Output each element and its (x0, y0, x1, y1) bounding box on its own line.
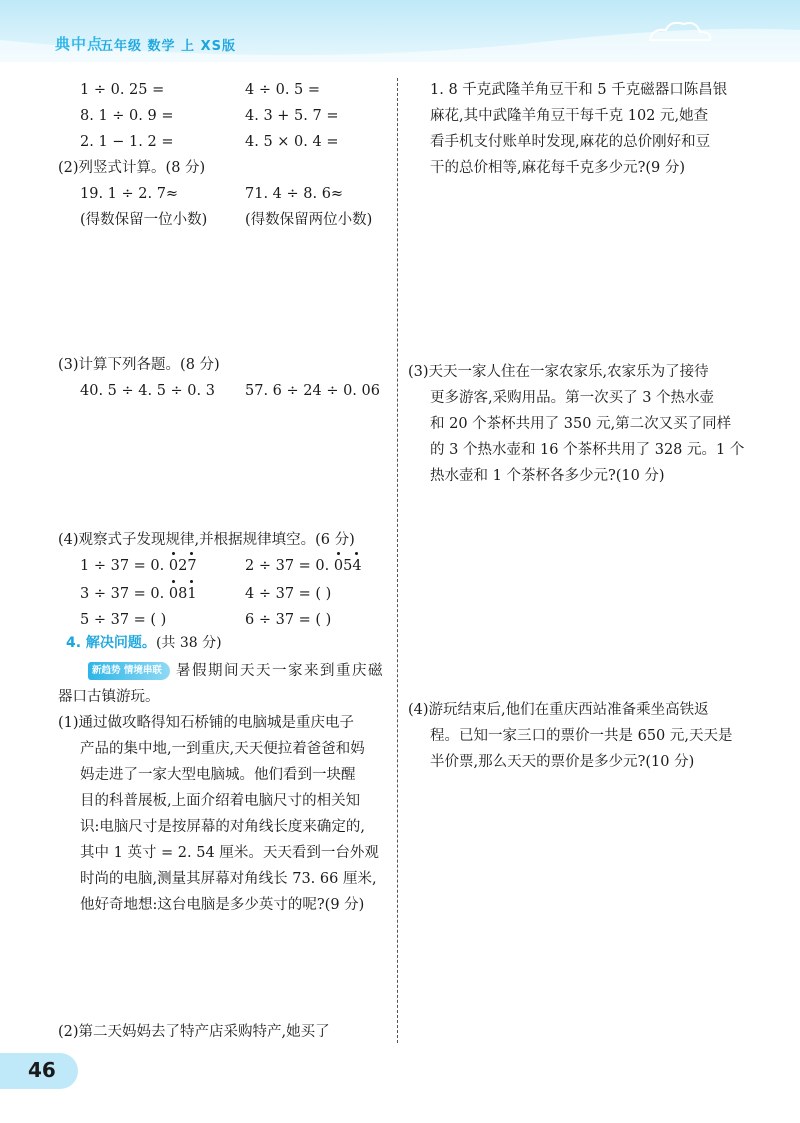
p1-line-8: 他好奇地想:这台电脑是多少英寸的呢?(9 分) (80, 897, 365, 913)
calc-left-1: 1 ÷ 0. 25 = (80, 82, 165, 98)
p2-cont-1: 1. 8 千克武隆羊角豆干和 5 千克磁器口陈昌银 (430, 82, 728, 98)
p3-line-1: (3)天天一家人住在一家农家乐,农家乐为了接待 (408, 364, 709, 380)
q3-title: (3)计算下列各题。(8 分) (58, 357, 220, 373)
q2-title: (2)列竖式计算。(8 分) (58, 160, 206, 176)
calc-left-3: 2. 1 − 1. 2 = (80, 134, 174, 150)
q3-right-expr: 57. 6 ÷ 24 ÷ 0. 06 (245, 383, 380, 399)
p4-line-2: 程。已知一家三口的票价一共是 650 元,天天是 (430, 728, 733, 744)
p4-line-3: 半价票,那么天天的票价是多少元?(10 分) (430, 754, 695, 770)
page-number: 46 (28, 1058, 56, 1082)
q2-left-note: (得数保留一位小数) (80, 212, 208, 228)
p3-line-5: 热水壶和 1 个茶杯各多少元?(10 分) (430, 468, 665, 484)
brand-logo: 典中点 (55, 35, 104, 53)
calc-left-2: 8. 1 ÷ 0. 9 = (80, 108, 174, 124)
p3-line-2: 更多游客,采购用品。第一次买了 3 个热水壶 (430, 390, 715, 406)
p2-cont-4: 干的总价相等,麻花每千克多少元?(9 分) (430, 160, 686, 176)
cloud-icon (640, 18, 720, 48)
q2-left-expr: 19. 1 ÷ 2. 7≈ (80, 186, 179, 202)
calc-right-3: 4. 5 × 0. 4 = (245, 134, 339, 150)
q4-row3-left: 5 ÷ 37 = ( ) (80, 612, 167, 628)
calc-right-2: 4. 3 + 5. 7 = (245, 108, 339, 124)
p4-line-1: (4)游玩结束后,他们在重庆西站准备乘坐高铁返 (408, 702, 709, 718)
p1-line-2: 产品的集中地,一到重庆,天天便拉着爸爸和妈 (80, 741, 365, 757)
p2-cont-2: 麻花,其中武隆羊角豆干每千克 102 元,她查 (430, 108, 709, 124)
q4-row3-right: 6 ÷ 37 = ( ) (245, 612, 332, 628)
p1-line-3: 妈走进了一家大型电脑城。他们看到一块醒 (80, 767, 356, 783)
book-title: 五年级 数学 上 XS版 (100, 39, 236, 54)
column-divider (397, 78, 398, 1043)
q2-right-note: (得数保留两位小数) (245, 212, 373, 228)
q3-left-expr: 40. 5 ÷ 4. 5 ÷ 0. 3 (80, 383, 215, 399)
intro-line-2: 器口古镇游玩。 (58, 689, 160, 705)
q4-title: (4)观察式子发现规律,并根据规律填空。(6 分) (58, 532, 355, 548)
p3-line-3: 和 20 个茶杯共用了 350 元,第二次又买了同样 (430, 416, 732, 432)
p1-line-7: 时尚的电脑,测量其屏幕对角线长 73. 66 厘米, (80, 871, 377, 887)
p1-line-1: (1)通过做攻略得知石桥铺的电脑城是重庆电子 (58, 715, 355, 731)
q4-row1-left: 1 ÷ 37 = 0. 027 (80, 558, 197, 574)
p1-line-4: 目的科普展板,上面介绍着电脑尺寸的相关知 (80, 793, 361, 809)
q4-row2-left: 3 ÷ 37 = 0. 081 (80, 586, 197, 602)
q4-row2-right: 4 ÷ 37 = ( ) (245, 586, 332, 602)
scenario-badge: 新趋势 情境串联 (88, 662, 170, 680)
p3-line-4: 的 3 个热水壶和 16 个茶杯共用了 328 元。1 个 (430, 442, 745, 458)
p2-cont-3: 看手机支付账单时发现,麻花的总价刚好和豆 (430, 134, 711, 150)
p1-line-5: 识:电脑尺寸是按屏幕的对角线长度来确定的, (80, 819, 365, 835)
p2-line-1: (2)第二天妈妈去了特产店采购特产,她买了 (58, 1024, 330, 1040)
intro-line-1: 暑假期间天天一家来到重庆磁 (176, 663, 384, 679)
q2-right-expr: 71. 4 ÷ 8. 6≈ (245, 186, 344, 202)
section-4-heading: 4. 解决问题。(共 38 分) (66, 635, 222, 651)
q4-row1-right: 2 ÷ 37 = 0. 054 (245, 558, 362, 574)
p1-line-6: 其中 1 英寸 = 2. 54 厘米。天天看到一台外观 (80, 845, 379, 861)
calc-right-1: 4 ÷ 0. 5 = (245, 82, 321, 98)
